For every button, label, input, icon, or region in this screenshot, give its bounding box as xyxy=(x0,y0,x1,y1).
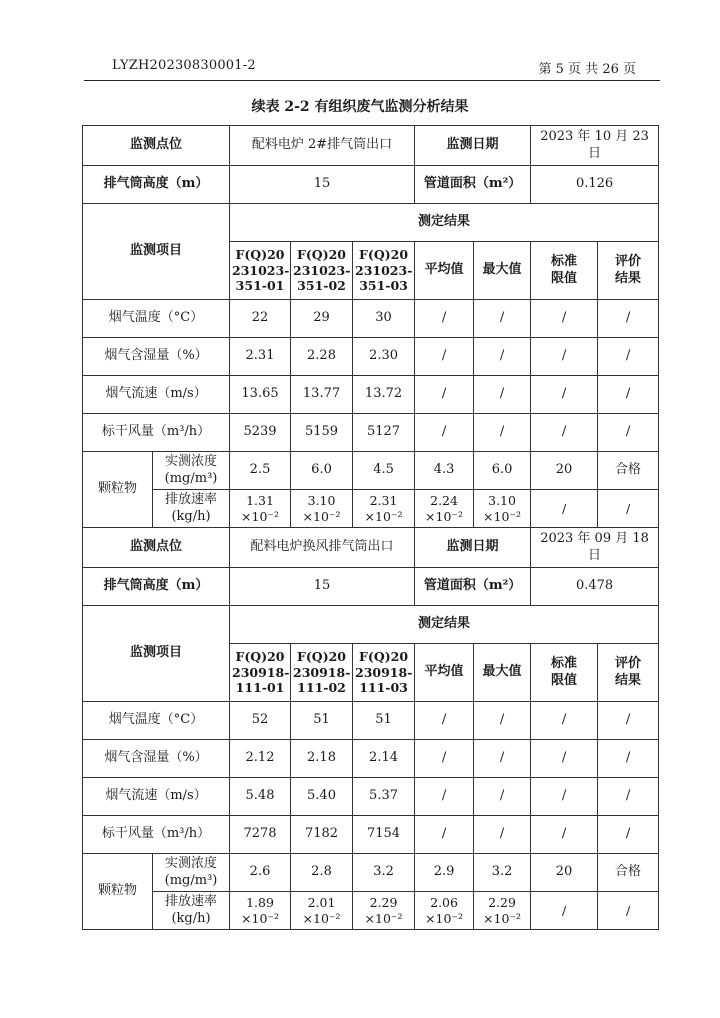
particulate-label: 颗粒物 xyxy=(83,854,153,930)
value-cell: 3.10 ×10⁻² xyxy=(291,490,353,528)
row-humidity xyxy=(83,338,659,376)
result-header-row xyxy=(83,606,659,644)
value-cell: 2.9 xyxy=(415,854,474,892)
duct-area-value: 0.478 xyxy=(531,568,659,606)
max-label: 最大值 xyxy=(474,644,531,702)
limit-label: 标准 限值 xyxy=(531,644,598,702)
point-label: 监测点位 xyxy=(83,126,230,166)
value-cell: 2.8 xyxy=(291,854,353,892)
value-cell: 22 xyxy=(230,300,291,338)
value-cell: / xyxy=(415,702,474,740)
value-cell: 52 xyxy=(230,702,291,740)
value-cell: 51 xyxy=(353,702,415,740)
value-cell: 3.10 ×10⁻² xyxy=(474,490,531,528)
value-cell: / xyxy=(474,300,531,338)
value-cell: 29 xyxy=(291,300,353,338)
value-cell: / xyxy=(598,892,659,930)
value-cell: / xyxy=(598,300,659,338)
stack-height-value: 15 xyxy=(230,166,415,204)
parameter-label: 烟气温度（°C） xyxy=(83,702,230,740)
row-emission-rate xyxy=(83,892,659,930)
value-cell: / xyxy=(415,740,474,778)
value-cell: / xyxy=(474,816,531,854)
value-cell: 7182 xyxy=(291,816,353,854)
value-cell: / xyxy=(415,376,474,414)
value-cell: 5127 xyxy=(353,414,415,452)
value-cell: 6.0 xyxy=(474,452,531,490)
value-cell: 7278 xyxy=(230,816,291,854)
value-cell: 2.12 xyxy=(230,740,291,778)
sample-code: F(Q)20 230918- 111-03 xyxy=(353,644,415,702)
concentration-label: 实测浓度 (mg/m³) xyxy=(153,854,230,892)
value-cell: 30 xyxy=(353,300,415,338)
emission-rate-label: 排放速率 (kg/h) xyxy=(153,490,230,528)
row-flow-velocity xyxy=(83,778,659,816)
height-row xyxy=(83,568,659,606)
value-cell: 13.72 xyxy=(353,376,415,414)
value-cell: / xyxy=(474,414,531,452)
document-number: LYZH20230830001-2 xyxy=(112,58,256,73)
average-label: 平均值 xyxy=(415,242,474,300)
value-cell: 4.5 xyxy=(353,452,415,490)
value-cell: 5.48 xyxy=(230,778,291,816)
parameter-label: 标干风量（m³/h） xyxy=(83,816,230,854)
value-cell: 2.18 xyxy=(291,740,353,778)
value-cell: 13.65 xyxy=(230,376,291,414)
height-row xyxy=(83,166,659,204)
value-cell: / xyxy=(598,414,659,452)
row-particle-concentration xyxy=(83,854,659,892)
value-cell: / xyxy=(531,376,598,414)
row-flow-velocity xyxy=(83,376,659,414)
result-header-row xyxy=(83,204,659,242)
value-cell: / xyxy=(415,414,474,452)
row-flue-temp xyxy=(83,702,659,740)
parameter-label: 烟气流速（m/s） xyxy=(83,778,230,816)
value-cell: 5.37 xyxy=(353,778,415,816)
value-cell: 1.89 ×10⁻² xyxy=(230,892,291,930)
result-label: 测定结果 xyxy=(230,204,659,242)
value-cell: / xyxy=(531,702,598,740)
value-cell: 2.29 ×10⁻² xyxy=(353,892,415,930)
value-cell: / xyxy=(598,740,659,778)
header-divider xyxy=(84,80,660,81)
row-air-volume xyxy=(83,816,659,854)
sample-code: F(Q)20 230918- 111-02 xyxy=(291,644,353,702)
monitoring-point: 配料电炉 2#排气筒出口 xyxy=(230,126,415,166)
value-cell: / xyxy=(598,702,659,740)
value-cell: 2.6 xyxy=(230,854,291,892)
parameter-label: 烟气含湿量（%） xyxy=(83,740,230,778)
value-cell: 合格 xyxy=(598,452,659,490)
stack-height-label: 排气筒高度（m） xyxy=(83,166,230,204)
sample-code: F(Q)20 231023- 351-02 xyxy=(291,242,353,300)
value-cell: / xyxy=(531,740,598,778)
value-cell: 2.24 ×10⁻² xyxy=(415,490,474,528)
result-label: 测定结果 xyxy=(230,606,659,644)
value-cell: / xyxy=(415,816,474,854)
value-cell: 7154 xyxy=(353,816,415,854)
value-cell: 20 xyxy=(531,452,598,490)
sample-code: F(Q)20 230918- 111-01 xyxy=(230,644,291,702)
row-flue-temp xyxy=(83,300,659,338)
table-caption: 续表 2-2 有组织废气监测分析结果 xyxy=(251,99,469,115)
value-cell: / xyxy=(415,300,474,338)
point-row xyxy=(83,126,659,166)
monitoring-date: 2023 年 09 月 18 日 xyxy=(531,528,659,568)
sample-code: F(Q)20 231023- 351-03 xyxy=(353,242,415,300)
parameter-label: 标干风量（m³/h） xyxy=(83,414,230,452)
emission-rate-label: 排放速率 (kg/h) xyxy=(153,892,230,930)
page-info: 第 5 页 共 26 页 xyxy=(538,62,636,77)
value-cell: / xyxy=(598,338,659,376)
value-cell: 2.31 xyxy=(230,338,291,376)
evaluation-label: 评价 结果 xyxy=(598,242,659,300)
concentration-label: 实测浓度 (mg/m³) xyxy=(153,452,230,490)
value-cell: / xyxy=(415,778,474,816)
value-cell: 6.0 xyxy=(291,452,353,490)
row-humidity xyxy=(83,740,659,778)
value-cell: / xyxy=(531,892,598,930)
date-label: 监测日期 xyxy=(415,126,531,166)
duct-area-label: 管道面积（m²） xyxy=(415,568,531,606)
value-cell: 2.5 xyxy=(230,452,291,490)
limit-label: 标准 限值 xyxy=(531,242,598,300)
value-cell: / xyxy=(598,816,659,854)
value-cell: 2.06 ×10⁻² xyxy=(415,892,474,930)
value-cell: / xyxy=(531,816,598,854)
monitoring-date: 2023 年 10 月 23 日 xyxy=(531,126,659,166)
parameter-label: 烟气温度（°C） xyxy=(83,300,230,338)
value-cell: 2.31 ×10⁻² xyxy=(353,490,415,528)
value-cell: / xyxy=(474,740,531,778)
particulate-label: 颗粒物 xyxy=(83,452,153,528)
value-cell: 51 xyxy=(291,702,353,740)
monitoring-results-table xyxy=(82,125,659,930)
value-cell: 5159 xyxy=(291,414,353,452)
value-cell: 2.14 xyxy=(353,740,415,778)
value-cell: / xyxy=(415,338,474,376)
value-cell: / xyxy=(531,338,598,376)
value-cell: 2.29 ×10⁻² xyxy=(474,892,531,930)
value-cell: / xyxy=(531,490,598,528)
duct-area-label: 管道面积（m²） xyxy=(415,166,531,204)
parameter-label: 烟气流速（m/s） xyxy=(83,376,230,414)
value-cell: 3.2 xyxy=(474,854,531,892)
value-cell: / xyxy=(474,702,531,740)
value-cell: / xyxy=(531,778,598,816)
monitoring-point: 配料电炉换风排气筒出口 xyxy=(230,528,415,568)
value-cell: / xyxy=(598,376,659,414)
row-air-volume xyxy=(83,414,659,452)
value-cell: / xyxy=(598,778,659,816)
value-cell: 1.31 ×10⁻² xyxy=(230,490,291,528)
value-cell: 5239 xyxy=(230,414,291,452)
value-cell: / xyxy=(474,778,531,816)
stack-height-label: 排气筒高度（m） xyxy=(83,568,230,606)
item-label: 监测项目 xyxy=(83,204,230,300)
item-label: 监测项目 xyxy=(83,606,230,702)
value-cell: 2.28 xyxy=(291,338,353,376)
value-cell: 4.3 xyxy=(415,452,474,490)
evaluation-label: 评价 结果 xyxy=(598,644,659,702)
value-cell: / xyxy=(531,414,598,452)
value-cell: 2.01 ×10⁻² xyxy=(291,892,353,930)
max-label: 最大值 xyxy=(474,242,531,300)
point-row xyxy=(83,528,659,568)
value-cell: 20 xyxy=(531,854,598,892)
duct-area-value: 0.126 xyxy=(531,166,659,204)
value-cell: / xyxy=(598,490,659,528)
value-cell: 5.40 xyxy=(291,778,353,816)
value-cell: 3.2 xyxy=(353,854,415,892)
value-cell: 13.77 xyxy=(291,376,353,414)
value-cell: / xyxy=(474,376,531,414)
stack-height-value: 15 xyxy=(230,568,415,606)
value-cell: / xyxy=(531,300,598,338)
date-label: 监测日期 xyxy=(415,528,531,568)
average-label: 平均值 xyxy=(415,644,474,702)
value-cell: / xyxy=(474,338,531,376)
value-cell: 2.30 xyxy=(353,338,415,376)
value-cell: 合格 xyxy=(598,854,659,892)
row-emission-rate xyxy=(83,490,659,528)
point-label: 监测点位 xyxy=(83,528,230,568)
parameter-label: 烟气含湿量（%） xyxy=(83,338,230,376)
sample-code: F(Q)20 231023- 351-01 xyxy=(230,242,291,300)
row-particle-concentration xyxy=(83,452,659,490)
